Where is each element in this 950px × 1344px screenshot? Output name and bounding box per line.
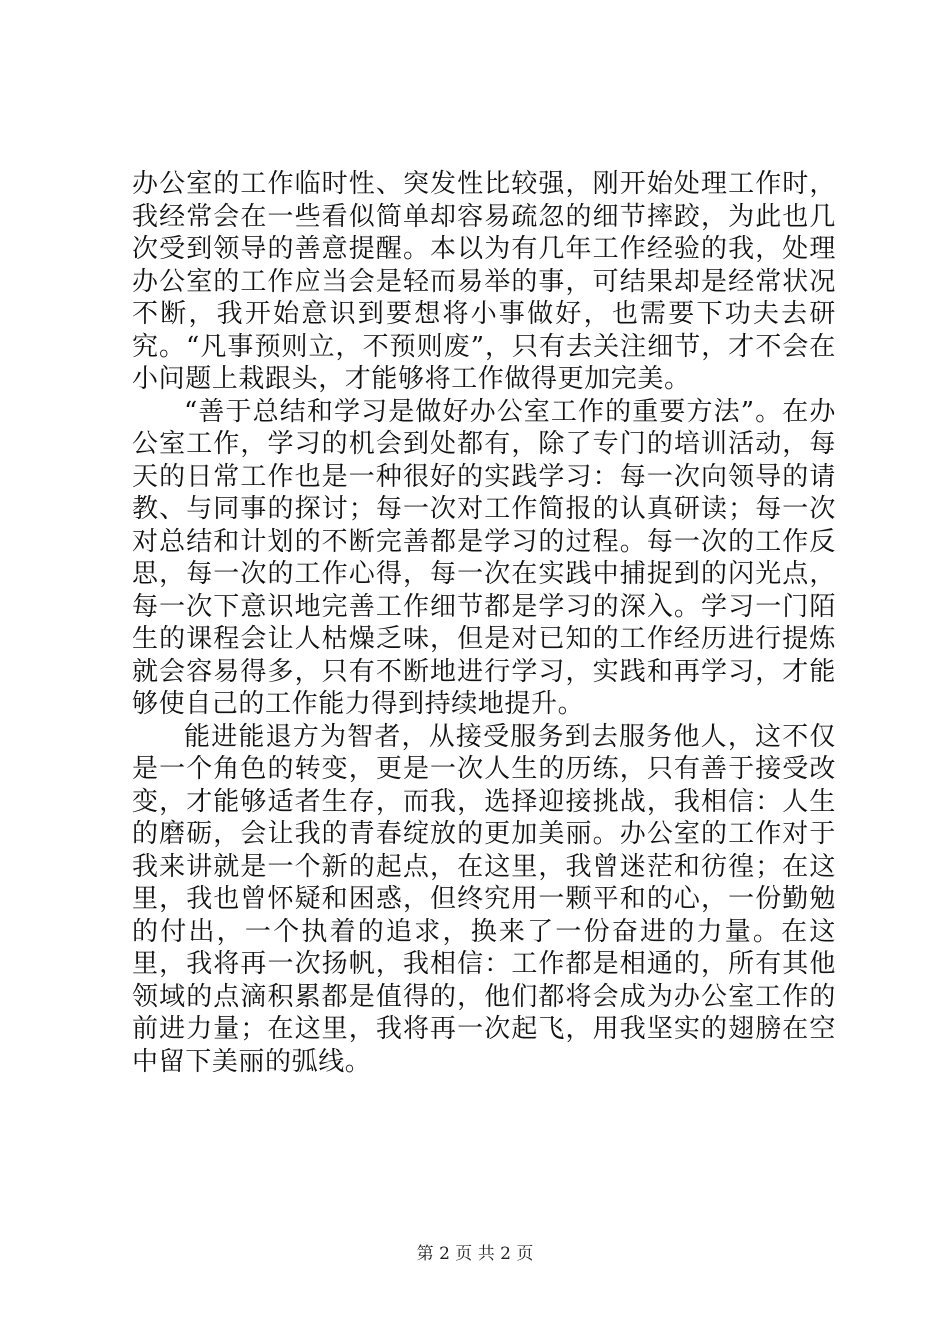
paragraph-2: “善于总结和学习是做好办公室工作的重要方法”。在办公室工作，学习的机会到处都有，除了专门的培训活动，每天的日常工作也是一种很好的实践学习：每一次向领导的请教、与同事的探讨；每一次对工作简报的认真研读；每一次对总结和计划的不断完善都是学习的过程。每一次的工作反思，每一次的工作心得，每一次在实践中捕捉到的闪光点，每一次下意识地完善工作细节都是学习的深入。学习一门陌生的课程会让人枯燥乏味，但是对已知的工作经历进行提炼就会容易得多，只有不断地进行学习，实践和再学习，才能够使自己的工作能力得到持续地提升。: [132, 396, 836, 719]
body-text: [132, 168, 836, 1078]
page-number-footer: 第 2 页 共 2 页: [416, 1244, 534, 1264]
paragraph-3: 能进能退方为智者，从接受服务到去服务他人，这不仅是一个角色的转变，更是一次人生的历练，只有善于接受改变，才能够适者生存，而我，选择迎接挑战，我相信：人生的磨砺，会让我的青春绽放的更加美丽。办公室的工作对于我来讲就是一个新的起点，在这里，我曾迷茫和彷徨；在这里，我也曾怀疑和困惑，但终究用一颗平和的心，一份勤勉的付出，一个执着的追求，换来了一份奋进的力量。在这里，我将再一次扬帆，我相信：工作都是相通的，所有其他领域的点滴积累都是值得的，他们都将会成为办公室工作的前进力量；在这里，我将再一次起飞，用我坚实的翅膀在空中留下美丽的弧线。: [132, 721, 836, 1077]
paragraph-1: 办公室的工作临时性、突发性比较强，刚开始处理工作时，我经常会在一些看似简单却容易疏忽的细节摔跤，为此也几次受到领导的善意提醒。本以为有几年工作经验的我，处理办公室的工作应当会是轻而易举的事，可结果却是经常状况不断，我开始意识到要想将小事做好，也需要下功夫去研究。“凡事预则立，不预则废”，只有去关注细节，才不会在小问题上栽跟头，才能够将工作做得更加完美。: [132, 169, 836, 394]
